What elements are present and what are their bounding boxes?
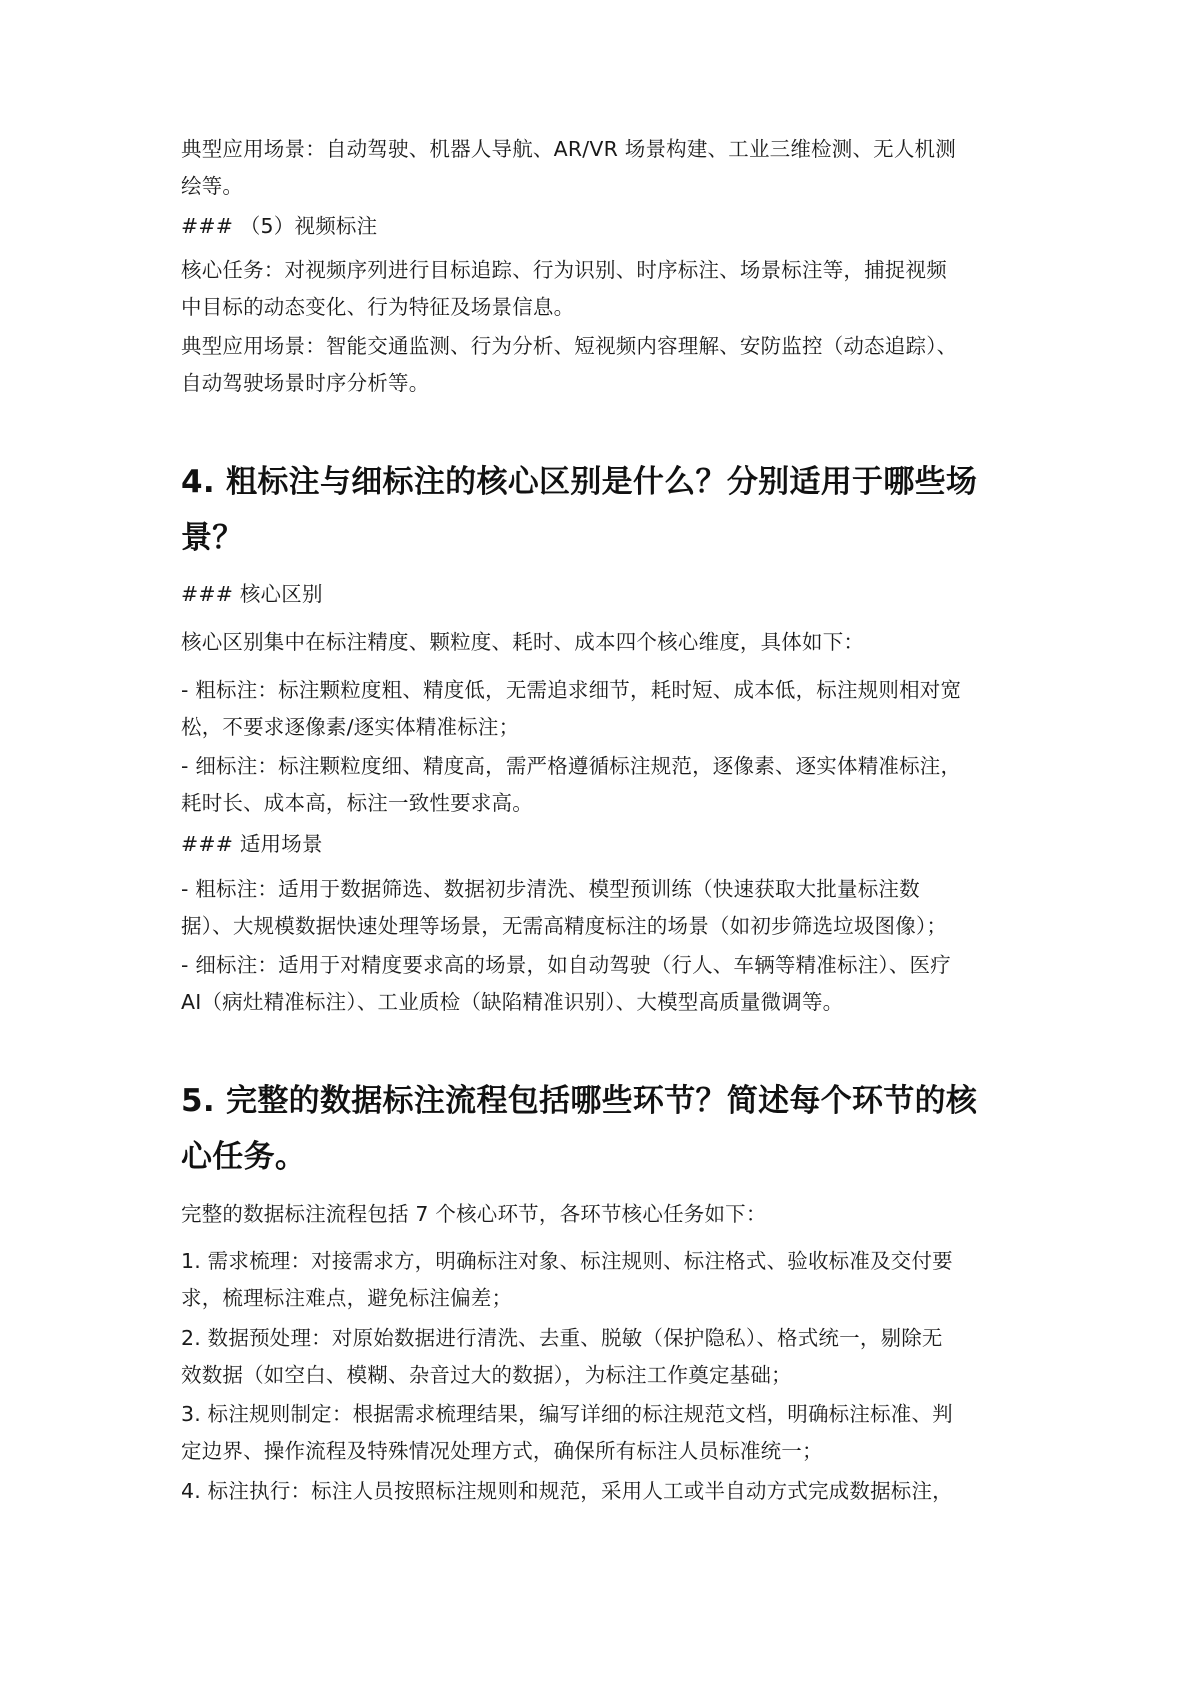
paragraph-process-intro	[181, 1196, 1021, 1233]
text-line: - 粗标注：标注颗粒度粗、精度低，无需追求细节，耗时短、成本低，标注规则相对宽	[181, 678, 962, 702]
list-item-coarse-scenes	[181, 871, 1021, 945]
text-line: ### 适用场景	[181, 832, 323, 856]
text-line: 3. 标注规则制定：根据需求梳理结果，编写详细的标注规范文档，明确标注标准、判	[181, 1402, 953, 1426]
text-line: 4. 标注执行：标注人员按照标注规则和规范，采用人工或半自动方式完成数据标注，	[181, 1479, 953, 1503]
text-line: ### （5）视频标注	[181, 214, 378, 238]
text-line: 耗时长、成本高，标注一致性要求高。	[181, 791, 533, 815]
paragraph-difference-intro	[181, 624, 1021, 661]
text-line: 典型应用场景：智能交通监测、行为分析、短视频内容理解、安防监控（动态追踪）、	[181, 334, 958, 358]
list-item-coarse-annotation	[181, 672, 1021, 746]
heading-line: 景？	[181, 520, 244, 556]
text-line: 核心区别集中在标注精度、颗粒度、耗时、成本四个核心维度，具体如下：	[181, 630, 865, 654]
text-line: 中目标的动态变化、行为特征及场景信息。	[181, 295, 575, 319]
subheading-video-annotation	[181, 208, 1021, 245]
text-line: 据）、大规模数据快速处理等场景，无需高精度标注的场景（如初步筛选垃圾图像）；	[181, 914, 948, 938]
text-line: 定边界、操作流程及特殊情况处理方式，确保所有标注人员标准统一；	[181, 1439, 823, 1463]
text-line: 效数据（如空白、模糊、杂音过大的数据），为标注工作奠定基础；	[181, 1363, 792, 1387]
text-line: - 细标注：适用于对精度要求高的场景，如自动驾驶（行人、车辆等精准标注）、医疗	[181, 953, 951, 977]
text-line: ### 核心区别	[181, 582, 323, 606]
text-line: 松，不要求逐像素/逐实体精准标注；	[181, 715, 520, 739]
text-line: 完整的数据标注流程包括 7 个核心环节，各环节核心任务如下：	[181, 1202, 767, 1226]
list-item-step-4	[181, 1473, 1021, 1510]
text-line: - 细标注：标注颗粒度细、精度高，需严格遵循标注规范，逐像素、逐实体精准标注，	[181, 754, 962, 778]
list-item-step-1	[181, 1243, 1021, 1317]
subheading-applicable-scenes	[181, 826, 1021, 863]
list-item-fine-annotation	[181, 748, 1021, 822]
heading-line: 4. 粗标注与细标注的核心区别是什么？分别适用于哪些场	[181, 464, 978, 500]
text-line: 绘等。	[181, 174, 244, 198]
text-line: 1. 需求梳理：对接需求方，明确标注对象、标注规则、标注格式、验收标准及交付要	[181, 1249, 953, 1273]
list-item-step-2	[181, 1320, 1021, 1394]
heading-question-4	[181, 454, 1021, 566]
text-line: 2. 数据预处理：对原始数据进行清洗、去重、脱敏（保护隐私）、格式统一，剔除无	[181, 1326, 943, 1350]
text-line: 自动驾驶场景时序分析等。	[181, 371, 430, 395]
heading-question-5	[181, 1073, 1021, 1185]
paragraph-video-core-task	[181, 252, 1021, 326]
paragraph-video-applications	[181, 328, 1021, 402]
text-line: AI（病灶精准标注）、工业质检（缺陷精准识别）、大模型高质量微调等。	[181, 990, 844, 1014]
list-item-fine-scenes	[181, 947, 1021, 1021]
list-item-step-3	[181, 1396, 1021, 1470]
text-line: 核心任务：对视频序列进行目标追踪、行为识别、时序标注、场景标注等，捕捉视频	[181, 258, 947, 282]
heading-line: 5. 完整的数据标注流程包括哪些环节？简述每个环节的核	[181, 1083, 978, 1119]
heading-line: 心任务。	[181, 1139, 307, 1175]
text-line: 典型应用场景：自动驾驶、机器人导航、AR/VR 场景构建、工业三维检测、无人机测	[181, 137, 956, 161]
text-line: - 粗标注：适用于数据筛选、数据初步清洗、模型预训练（快速获取大批量标注数	[181, 877, 920, 901]
subheading-core-difference	[181, 576, 1021, 613]
text-line: 求，梳理标注难点，避免标注偏差；	[181, 1286, 513, 1310]
paragraph-scene-3d-applications	[181, 131, 1021, 205]
